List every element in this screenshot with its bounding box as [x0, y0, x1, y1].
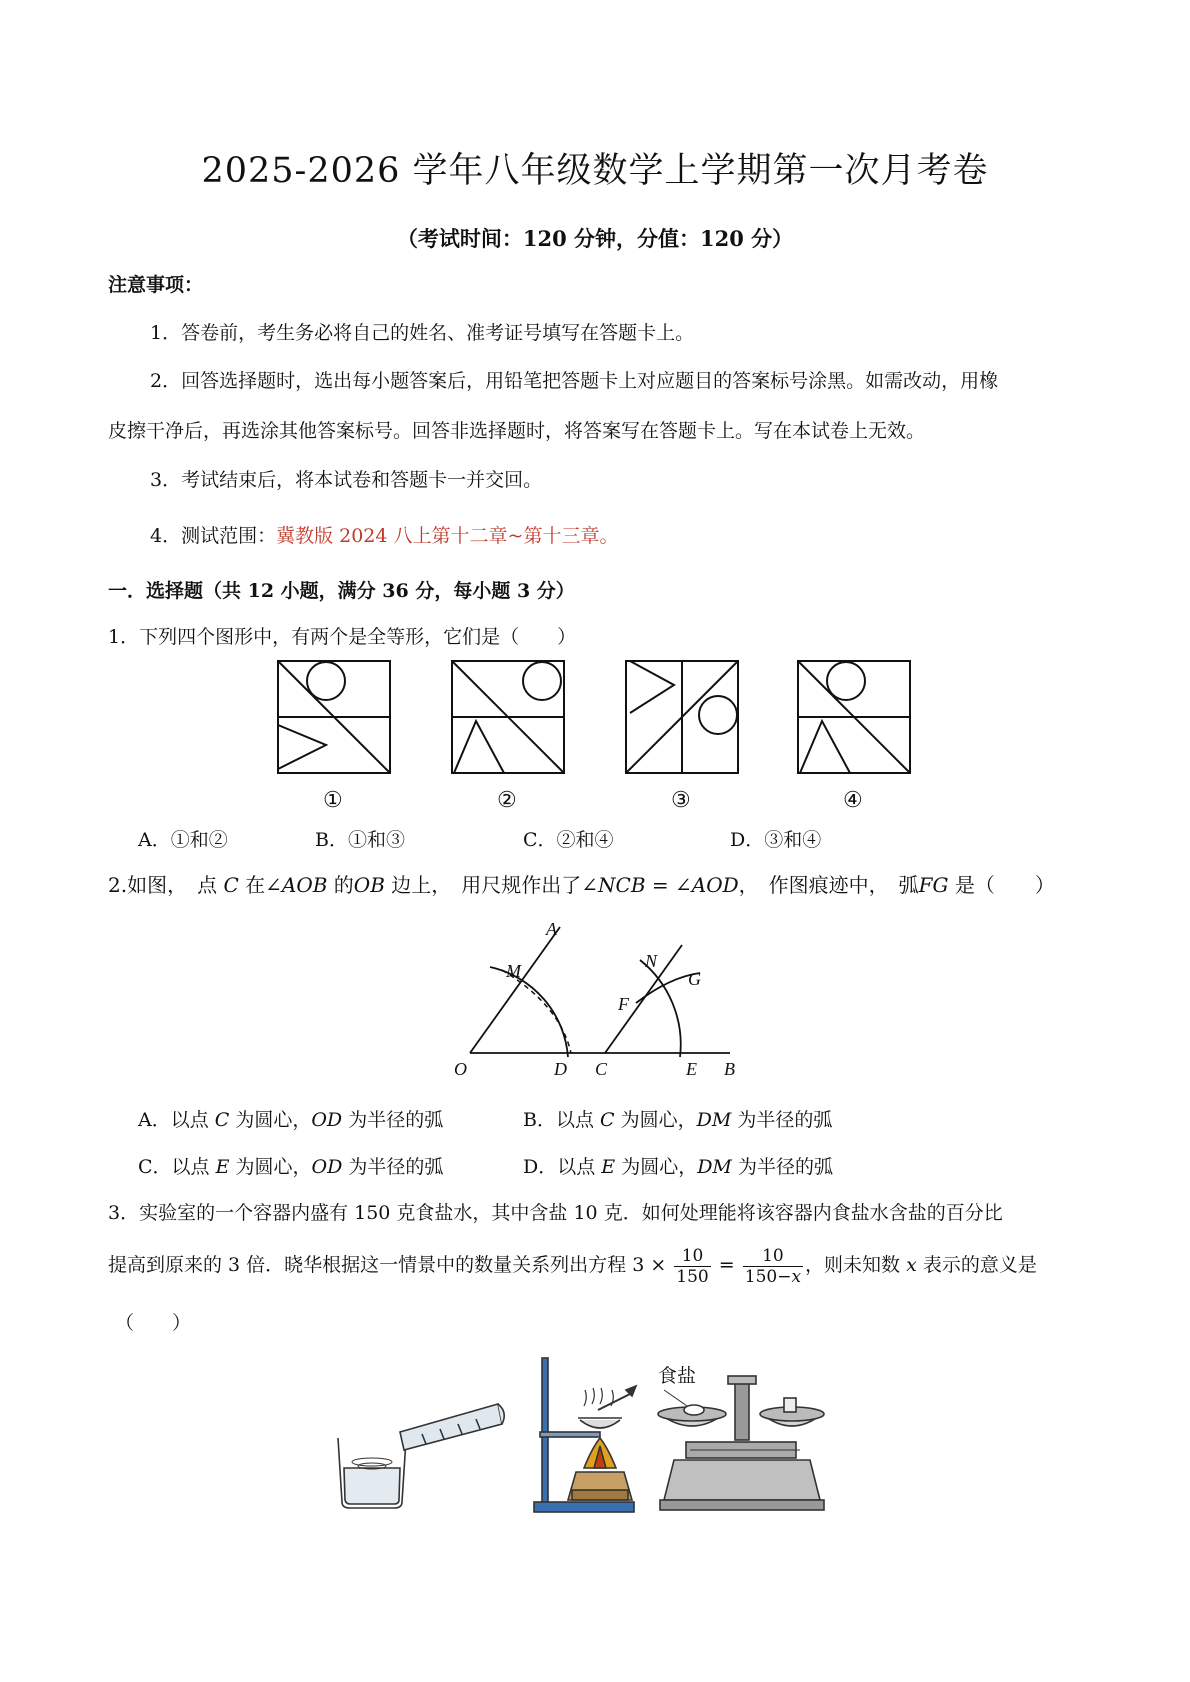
- notes-heading: 注意事项：: [108, 274, 204, 296]
- label-e: E: [686, 1059, 697, 1079]
- test-tube-icon: [400, 1404, 504, 1450]
- fraction-numerator: 10: [674, 1246, 710, 1267]
- q2-stem-text: 在∠: [238, 873, 282, 897]
- equals-sign: =: [712, 1254, 741, 1276]
- q2-figure: [440, 915, 760, 1085]
- q2-option-b: [523, 1107, 832, 1133]
- option-var: DM: [696, 1109, 732, 1131]
- test-range: 冀教版 2024 八上第十二章~第十三章。: [276, 525, 619, 547]
- option-var: C: [214, 1109, 230, 1131]
- label-o: O: [454, 1059, 467, 1079]
- dashed-md: [502, 970, 571, 1053]
- option-text: 为半径的弧: [342, 1109, 444, 1131]
- iron-stand-icon: [534, 1358, 636, 1512]
- q2-stem-text: ， 作图痕迹中， 弧: [738, 873, 919, 897]
- q3-line-2: [108, 1243, 1037, 1287]
- label-n: N: [645, 951, 658, 971]
- q3-lab-illustration: [330, 1350, 890, 1525]
- option-var: E: [215, 1156, 230, 1178]
- q1-option-b: B．①和③: [315, 829, 405, 851]
- q3-text: 表示的意义是: [916, 1254, 1037, 1276]
- label-f: F: [618, 994, 629, 1014]
- fraction-2: [743, 1246, 803, 1287]
- q1-figure-label-4: ④: [843, 788, 863, 813]
- option-var: C: [600, 1109, 615, 1131]
- q1-figure-label-3: ③: [671, 788, 691, 813]
- option-var: DM: [697, 1156, 732, 1178]
- q2-var: C: [223, 873, 239, 897]
- arc-md: [490, 967, 568, 1057]
- q2-stem-text: 的: [327, 873, 354, 897]
- option-text: 为圆心，: [614, 1109, 697, 1131]
- q1-option-a: A．①和②: [138, 829, 228, 851]
- q3-text: 提高到原来的 3 倍．晓华根据这一情景中的数量关系列出方程 3 ×: [108, 1254, 673, 1276]
- notes-item-2-line-1: 2．回答选择题时，选出每小题答案后，用铅笔把答题卡上对应题目的答案标号涂黑。如需改动，用橡: [150, 370, 999, 392]
- option-text: A．以点: [138, 1109, 215, 1131]
- q2-stem: [108, 872, 1055, 898]
- option-var: E: [601, 1156, 616, 1178]
- label-d: D: [554, 1059, 567, 1079]
- fraction-denominator: 150: [676, 1266, 709, 1287]
- option-text: 为半径的弧: [731, 1109, 833, 1131]
- q1-stem: 1．下列四个图形中，有两个是全等形，它们是（ ）: [108, 626, 577, 648]
- q2-var: AOB: [281, 873, 328, 897]
- option-var: OD: [311, 1156, 343, 1178]
- section-1-heading: 一．选择题（共 12 小题，满分 36 分，每小题 3 分）: [108, 580, 575, 602]
- label-m: M: [506, 961, 521, 981]
- notes-item-1: 1．答卷前，考生务必将自己的姓名、准考证号填写在答题卡上。: [150, 322, 695, 344]
- q1-figure-1: [278, 661, 390, 773]
- option-text: 为半径的弧: [342, 1156, 444, 1178]
- exam-title: 2025-2026 学年八年级数学上学期第一次月考卷: [201, 151, 989, 191]
- fraction-1: [674, 1246, 710, 1287]
- label-a: A: [546, 919, 557, 939]
- option-text: C．以点: [138, 1156, 216, 1178]
- q2-var: OB: [353, 873, 385, 897]
- notes-item-3: 3．考试结束后，将本试卷和答题卡一并交回。: [150, 469, 543, 491]
- option-text: D．以点: [523, 1156, 602, 1178]
- notes-item-4: [150, 523, 618, 549]
- q1-option-d: D．③和④: [730, 829, 822, 851]
- option-text: 为圆心，: [615, 1156, 698, 1178]
- option-text: 为半径的弧: [731, 1156, 833, 1178]
- q1-figure-2: [452, 661, 564, 773]
- q2-option-c: [138, 1154, 443, 1180]
- exam-subtitle: （考试时间：120 分钟，分值：120 分）: [396, 226, 794, 251]
- q1-figure-label-1: ①: [323, 788, 343, 813]
- q2-option-a: [138, 1107, 443, 1133]
- option-var: OD: [311, 1109, 343, 1131]
- ray-oa: [470, 927, 560, 1053]
- q3-answer-blank: （ ）: [115, 1312, 192, 1334]
- option-text: 为圆心，: [229, 1109, 312, 1131]
- salt-label: 食盐: [658, 1365, 697, 1387]
- q2-stem-text: 是（ ）: [948, 873, 1055, 897]
- beaker-icon: [338, 1438, 406, 1508]
- q1-figure-label-2: ②: [497, 788, 517, 813]
- q3-line-1: 3．实验室的一个容器内盛有 150 克食盐水，其中含盐 10 克．如何处理能将该容器内食盐水含盐的百分比: [108, 1202, 1003, 1224]
- q1-figures: [270, 655, 920, 780]
- q2-option-d: [523, 1154, 833, 1180]
- fraction-numerator: 10: [743, 1246, 803, 1267]
- q2-var: NCB: [598, 873, 646, 897]
- option-text: 为圆心，: [229, 1156, 312, 1178]
- label-g: G: [688, 969, 701, 989]
- q1-option-c: C．②和④: [523, 829, 614, 851]
- balance-scale-icon: [658, 1376, 824, 1510]
- q2-var: AOD: [691, 873, 739, 897]
- q3-text: ，则未知数: [805, 1254, 907, 1276]
- fraction-denominator: 150−𝑥: [744, 1266, 802, 1287]
- q2-var: FG: [918, 873, 949, 897]
- q1-figure-4: [798, 661, 910, 773]
- q2-stem-text: 边上， 用尺规作出了∠: [384, 873, 599, 897]
- q3-var: x: [906, 1254, 917, 1276]
- option-text: B．以点: [523, 1109, 601, 1131]
- notes-item-4-prefix: 4．测试范围：: [150, 525, 277, 547]
- q1-figure-3: [626, 661, 738, 773]
- q2-stem-text: 2.如图， 点: [108, 873, 224, 897]
- notes-item-2-line-2: 皮擦干净后，再选涂其他答案标号。回答非选择题时，将答案写在答题卡上。写在本试卷上无效。: [108, 420, 926, 442]
- label-c: C: [595, 1059, 608, 1079]
- q2-stem-text: = ∠: [645, 873, 692, 897]
- label-b: B: [724, 1059, 735, 1079]
